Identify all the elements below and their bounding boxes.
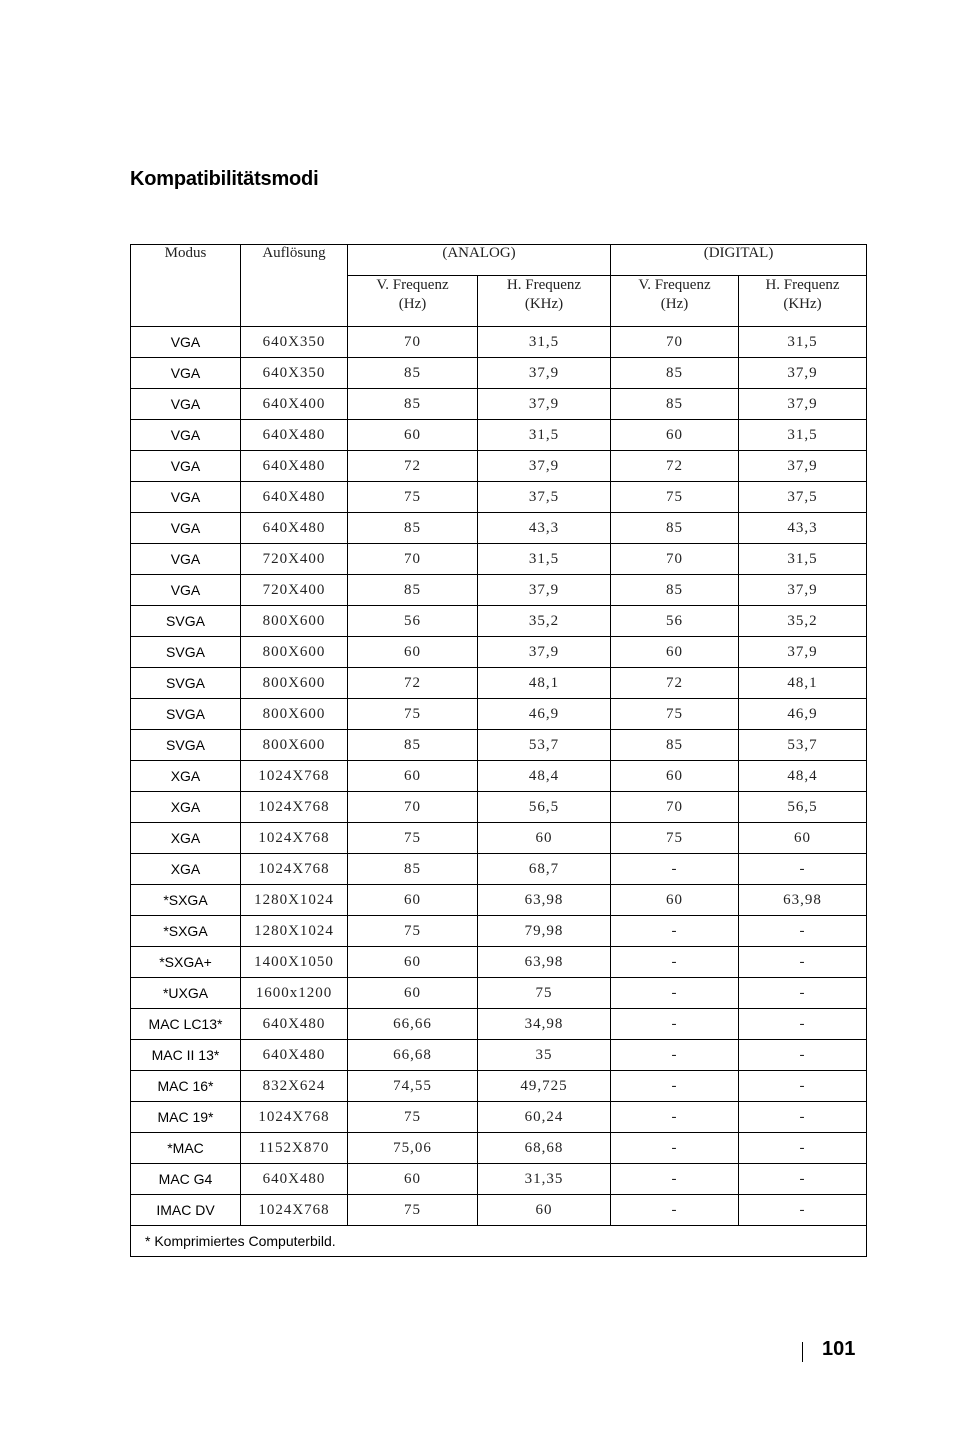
cell-modus: SVGA [131, 637, 241, 668]
cell-digital-h-freq: 56,5 [739, 792, 867, 823]
table-row [131, 451, 867, 482]
cell-aufloesung: 800X600 [241, 699, 348, 730]
cell-analog-v-freq: 60 [348, 761, 478, 792]
cell-digital-v-freq: 85 [611, 730, 739, 761]
table-row [131, 389, 867, 420]
cell-digital-h-freq: 48,4 [739, 761, 867, 792]
cell-digital-h-freq: 31,5 [739, 327, 867, 358]
table-row [131, 420, 867, 451]
cell-digital-v-freq: 60 [611, 637, 739, 668]
cell-analog-h-freq: 43,3 [478, 513, 611, 544]
header-h-freq-label: H. Frequenz [506, 277, 582, 293]
cell-analog-v-freq: 60 [348, 420, 478, 451]
footnote: * Komprimiertes Computerbild. [131, 1226, 867, 1257]
cell-modus: VGA [131, 482, 241, 513]
cell-analog-v-freq: 85 [348, 389, 478, 420]
cell-aufloesung: 640X350 [241, 358, 348, 389]
cell-analog-h-freq: 60 [478, 823, 611, 854]
cell-analog-v-freq: 85 [348, 854, 478, 885]
cell-aufloesung: 1280X1024 [241, 916, 348, 947]
cell-aufloesung: 1024X768 [241, 854, 348, 885]
cell-analog-v-freq: 66,66 [348, 1009, 478, 1040]
cell-digital-v-freq: 72 [611, 668, 739, 699]
table-row [131, 1195, 867, 1226]
cell-analog-v-freq: 70 [348, 544, 478, 575]
cell-digital-h-freq: 46,9 [739, 699, 867, 730]
cell-analog-v-freq: 75 [348, 916, 478, 947]
cell-modus: IMAC DV [131, 1195, 241, 1226]
cell-digital-h-freq: - [739, 854, 867, 885]
table-row [131, 854, 867, 885]
cell-modus: *SXGA [131, 885, 241, 916]
cell-analog-h-freq: 48,1 [478, 668, 611, 699]
cell-analog-v-freq: 60 [348, 885, 478, 916]
cell-digital-h-freq: - [739, 1133, 867, 1164]
cell-digital-v-freq: 85 [611, 358, 739, 389]
cell-modus: VGA [131, 513, 241, 544]
page-number-divider [802, 1342, 803, 1362]
cell-modus: *SXGA [131, 916, 241, 947]
cell-modus: XGA [131, 854, 241, 885]
table-row [131, 699, 867, 730]
cell-digital-h-freq: 63,98 [739, 885, 867, 916]
cell-analog-v-freq: 60 [348, 947, 478, 978]
compatibility-modes-table [130, 244, 867, 1257]
header-analog: (ANALOG) [348, 245, 611, 276]
cell-digital-h-freq: 37,9 [739, 575, 867, 606]
table-row [131, 1102, 867, 1133]
cell-analog-v-freq: 75 [348, 1195, 478, 1226]
cell-digital-v-freq: - [611, 947, 739, 978]
cell-modus: MAC 16* [131, 1071, 241, 1102]
table-row [131, 978, 867, 1009]
cell-digital-v-freq: 60 [611, 761, 739, 792]
cell-aufloesung: 640X480 [241, 1009, 348, 1040]
cell-analog-h-freq: 60,24 [478, 1102, 611, 1133]
cell-analog-h-freq: 56,5 [478, 792, 611, 823]
cell-aufloesung: 640X480 [241, 1040, 348, 1071]
cell-analog-v-freq: 75 [348, 1102, 478, 1133]
cell-modus: MAC LC13* [131, 1009, 241, 1040]
cell-analog-v-freq: 56 [348, 606, 478, 637]
cell-analog-v-freq: 85 [348, 575, 478, 606]
table-row [131, 327, 867, 358]
cell-analog-v-freq: 66,68 [348, 1040, 478, 1071]
cell-aufloesung: 640X480 [241, 451, 348, 482]
table-row [131, 358, 867, 389]
cell-digital-h-freq: 37,9 [739, 637, 867, 668]
header-v-freq-unit: (Hz) [660, 296, 689, 312]
cell-digital-h-freq: - [739, 1102, 867, 1133]
cell-digital-v-freq: 75 [611, 482, 739, 513]
cell-modus: VGA [131, 358, 241, 389]
cell-digital-h-freq: - [739, 947, 867, 978]
cell-analog-h-freq: 53,7 [478, 730, 611, 761]
header-analog-h-frequenz [478, 276, 611, 327]
cell-analog-v-freq: 75 [348, 699, 478, 730]
cell-analog-v-freq: 85 [348, 358, 478, 389]
cell-modus: XGA [131, 823, 241, 854]
header-h-freq-label: H. Frequenz [765, 277, 840, 293]
cell-digital-v-freq: - [611, 854, 739, 885]
cell-digital-h-freq: - [739, 1009, 867, 1040]
cell-aufloesung: 640X480 [241, 513, 348, 544]
cell-analog-h-freq: 31,5 [478, 327, 611, 358]
cell-digital-v-freq: 85 [611, 513, 739, 544]
cell-analog-h-freq: 63,98 [478, 947, 611, 978]
cell-modus: XGA [131, 761, 241, 792]
cell-digital-v-freq: 70 [611, 327, 739, 358]
table-row [131, 575, 867, 606]
table-row [131, 792, 867, 823]
cell-digital-v-freq: - [611, 1164, 739, 1195]
table-row [131, 761, 867, 792]
cell-aufloesung: 640X400 [241, 389, 348, 420]
cell-digital-v-freq: - [611, 1102, 739, 1133]
cell-digital-h-freq: 35,2 [739, 606, 867, 637]
cell-analog-h-freq: 79,98 [478, 916, 611, 947]
cell-digital-v-freq: 85 [611, 389, 739, 420]
table-row [131, 1040, 867, 1071]
cell-aufloesung: 640X480 [241, 482, 348, 513]
cell-aufloesung: 1024X768 [241, 1102, 348, 1133]
cell-analog-v-freq: 75,06 [348, 1133, 478, 1164]
header-digital-v-frequenz [611, 276, 739, 327]
cell-analog-h-freq: 31,35 [478, 1164, 611, 1195]
cell-modus: MAC II 13* [131, 1040, 241, 1071]
cell-digital-h-freq: 53,7 [739, 730, 867, 761]
table-row [131, 668, 867, 699]
cell-aufloesung: 1280X1024 [241, 885, 348, 916]
cell-analog-h-freq: 63,98 [478, 885, 611, 916]
cell-aufloesung: 720X400 [241, 544, 348, 575]
cell-modus: VGA [131, 451, 241, 482]
cell-digital-h-freq: 48,1 [739, 668, 867, 699]
cell-aufloesung: 1024X768 [241, 792, 348, 823]
table-row [131, 1071, 867, 1102]
cell-digital-v-freq: 70 [611, 544, 739, 575]
cell-analog-h-freq: 37,9 [478, 637, 611, 668]
cell-analog-h-freq: 37,9 [478, 575, 611, 606]
cell-digital-v-freq: 56 [611, 606, 739, 637]
cell-digital-v-freq: - [611, 1195, 739, 1226]
cell-analog-h-freq: 35 [478, 1040, 611, 1071]
cell-analog-v-freq: 70 [348, 327, 478, 358]
cell-modus: *MAC [131, 1133, 241, 1164]
cell-analog-v-freq: 72 [348, 451, 478, 482]
header-analog-v-frequenz [348, 276, 478, 327]
cell-aufloesung: 800X600 [241, 668, 348, 699]
cell-analog-h-freq: 75 [478, 978, 611, 1009]
table-row [131, 1164, 867, 1195]
cell-digital-v-freq: 70 [611, 792, 739, 823]
cell-digital-h-freq: - [739, 1071, 867, 1102]
cell-modus: MAC G4 [131, 1164, 241, 1195]
cell-modus: VGA [131, 544, 241, 575]
cell-modus: XGA [131, 792, 241, 823]
cell-digital-h-freq: - [739, 1164, 867, 1195]
cell-analog-v-freq: 75 [348, 482, 478, 513]
cell-aufloesung: 1024X768 [241, 1195, 348, 1226]
cell-digital-v-freq: - [611, 1133, 739, 1164]
cell-analog-h-freq: 46,9 [478, 699, 611, 730]
cell-analog-v-freq: 75 [348, 823, 478, 854]
cell-aufloesung: 1024X768 [241, 823, 348, 854]
table-row [131, 730, 867, 761]
cell-analog-v-freq: 74,55 [348, 1071, 478, 1102]
header-digital-h-frequenz [739, 276, 867, 327]
cell-digital-h-freq: 60 [739, 823, 867, 854]
cell-modus: VGA [131, 420, 241, 451]
page-number: 101 [822, 1338, 856, 1360]
table-row [131, 885, 867, 916]
cell-aufloesung: 720X400 [241, 575, 348, 606]
cell-digital-h-freq: - [739, 1195, 867, 1226]
cell-digital-h-freq: 37,9 [739, 389, 867, 420]
cell-digital-h-freq: 31,5 [739, 544, 867, 575]
cell-digital-v-freq: 60 [611, 420, 739, 451]
cell-digital-v-freq: 72 [611, 451, 739, 482]
cell-digital-v-freq: - [611, 1040, 739, 1071]
cell-analog-h-freq: 68,68 [478, 1133, 611, 1164]
cell-analog-v-freq: 72 [348, 668, 478, 699]
cell-modus: VGA [131, 389, 241, 420]
cell-analog-v-freq: 85 [348, 730, 478, 761]
cell-analog-h-freq: 48,4 [478, 761, 611, 792]
cell-modus: MAC 19* [131, 1102, 241, 1133]
table-row [131, 482, 867, 513]
cell-analog-h-freq: 37,9 [478, 389, 611, 420]
cell-analog-h-freq: 31,5 [478, 544, 611, 575]
cell-modus: VGA [131, 575, 241, 606]
cell-modus: *UXGA [131, 978, 241, 1009]
cell-aufloesung: 640X350 [241, 327, 348, 358]
cell-analog-h-freq: 37,9 [478, 451, 611, 482]
table-row [131, 606, 867, 637]
cell-analog-h-freq: 31,5 [478, 420, 611, 451]
cell-digital-h-freq: 37,9 [739, 451, 867, 482]
cell-modus: SVGA [131, 730, 241, 761]
table-row [131, 513, 867, 544]
cell-modus: SVGA [131, 668, 241, 699]
cell-aufloesung: 1400X1050 [241, 947, 348, 978]
cell-analog-v-freq: 70 [348, 792, 478, 823]
cell-digital-v-freq: 60 [611, 885, 739, 916]
cell-analog-h-freq: 68,7 [478, 854, 611, 885]
cell-aufloesung: 640X480 [241, 420, 348, 451]
cell-analog-h-freq: 60 [478, 1195, 611, 1226]
header-aufloesung: Auflösung [241, 245, 348, 327]
header-v-freq-label: V. Frequenz [638, 277, 711, 293]
cell-digital-h-freq: - [739, 916, 867, 947]
cell-aufloesung: 1600x1200 [241, 978, 348, 1009]
cell-aufloesung: 1024X768 [241, 761, 348, 792]
table-row [131, 947, 867, 978]
cell-digital-h-freq: 37,5 [739, 482, 867, 513]
cell-analog-h-freq: 49,725 [478, 1071, 611, 1102]
cell-modus: VGA [131, 327, 241, 358]
header-v-freq-label: V. Frequenz [376, 277, 449, 293]
cell-digital-v-freq: - [611, 978, 739, 1009]
table-row [131, 544, 867, 575]
cell-modus: SVGA [131, 606, 241, 637]
header-h-freq-unit: (KHz) [524, 296, 564, 312]
cell-digital-v-freq: - [611, 1009, 739, 1040]
cell-digital-v-freq: 85 [611, 575, 739, 606]
cell-analog-v-freq: 60 [348, 637, 478, 668]
cell-digital-h-freq: 37,9 [739, 358, 867, 389]
cell-analog-v-freq: 60 [348, 978, 478, 1009]
cell-modus: SVGA [131, 699, 241, 730]
cell-aufloesung: 1152X870 [241, 1133, 348, 1164]
cell-analog-h-freq: 34,98 [478, 1009, 611, 1040]
cell-modus: *SXGA+ [131, 947, 241, 978]
cell-aufloesung: 800X600 [241, 606, 348, 637]
header-v-freq-unit: (Hz) [398, 296, 427, 312]
cell-analog-v-freq: 85 [348, 513, 478, 544]
table-body [131, 327, 867, 1226]
cell-digital-v-freq: - [611, 916, 739, 947]
cell-digital-v-freq: 75 [611, 699, 739, 730]
cell-analog-v-freq: 60 [348, 1164, 478, 1195]
header-digital: (DIGITAL) [611, 245, 867, 276]
cell-digital-v-freq: - [611, 1071, 739, 1102]
footnote-row [131, 1226, 867, 1257]
cell-digital-h-freq: - [739, 978, 867, 1009]
cell-aufloesung: 832X624 [241, 1071, 348, 1102]
table-row [131, 1133, 867, 1164]
cell-digital-v-freq: 75 [611, 823, 739, 854]
cell-analog-h-freq: 37,9 [478, 358, 611, 389]
cell-aufloesung: 800X600 [241, 637, 348, 668]
cell-aufloesung: 800X600 [241, 730, 348, 761]
cell-aufloesung: 640X480 [241, 1164, 348, 1195]
table-row [131, 916, 867, 947]
cell-analog-h-freq: 37,5 [478, 482, 611, 513]
header-h-freq-unit: (KHz) [783, 296, 822, 312]
cell-digital-h-freq: 43,3 [739, 513, 867, 544]
table-row [131, 637, 867, 668]
table-row [131, 1009, 867, 1040]
cell-digital-h-freq: - [739, 1040, 867, 1071]
cell-digital-h-freq: 31,5 [739, 420, 867, 451]
page-title: Kompatibilitätsmodi [130, 168, 319, 190]
table-row [131, 823, 867, 854]
header-modus: Modus [131, 245, 241, 327]
cell-analog-h-freq: 35,2 [478, 606, 611, 637]
